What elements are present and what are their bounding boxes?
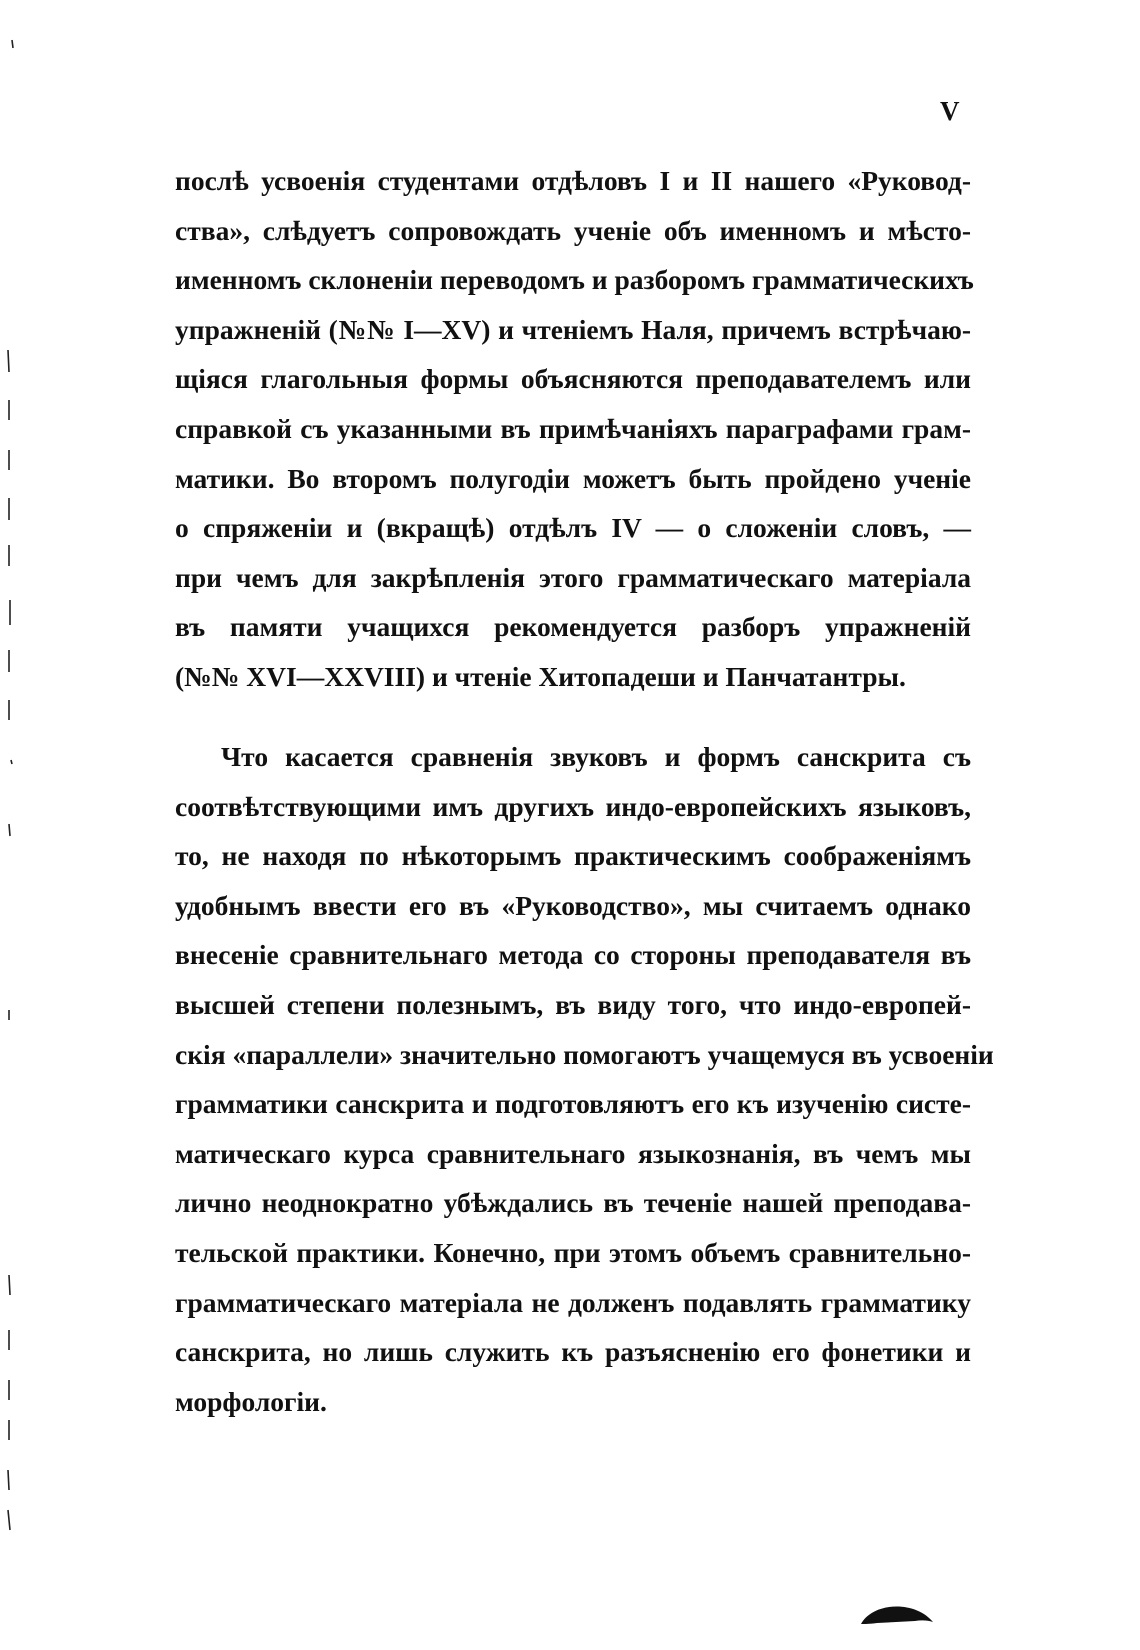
text-line: именномъ склоненіи переводомъ и разборомъ грамматическихъ	[175, 264, 974, 296]
paragraph-2	[175, 732, 994, 1426]
text-line: послѣ усвоенія студентами отдѣловъ I и II нашего «Руковод-	[175, 165, 971, 196]
text-line: Что касается сравненія звуковъ и формъ санскрита съ	[221, 741, 971, 772]
text-line: санскрита, но лишь служить къ разъясненію его фонетики и	[175, 1336, 971, 1368]
text-line: соотвѣтствующими имъ другихъ индо-европейскихъ языковъ,	[175, 790, 971, 822]
text-line: матическаго курса сравнительнаго языкознанія, въ чемъ мы	[175, 1137, 971, 1169]
text-line: ства», слѣдуетъ сопровождать ученіе объ именномъ и мѣсто-	[175, 214, 971, 246]
text-line: въ памяти учащихся рекомендуется разборъ упражненій	[175, 611, 971, 643]
paragraph-1	[175, 156, 974, 702]
text-line: тельской практики. Конечно, при этомъ объемъ сравнительно-	[175, 1236, 971, 1268]
text-line: справкой съ указанными въ примѣчаніяхъ параграфами грам-	[175, 412, 971, 444]
text-line: высшей степени полезнымъ, въ виду того, что индо-европей-	[175, 988, 971, 1020]
margin-scan-marks	[0, 0, 30, 1650]
text-line: морфологіи.	[175, 1385, 327, 1417]
text-line: скія «параллели» значительно помогаютъ учащемуся въ усвоеніи	[175, 1038, 994, 1070]
text-line: то, не находя по нѣкоторымъ практическимъ соображеніямъ	[175, 840, 971, 872]
page-number: V	[940, 96, 961, 126]
text-line: грамматики санскрита и подготовляютъ его къ изученію систе-	[175, 1088, 971, 1120]
ink-blot	[857, 1590, 935, 1650]
text-line: лично неоднократно убѣждались въ теченіе нашей преподава-	[175, 1187, 971, 1219]
text-line: при чемъ для закрѣпленія этого грамматическаго матеріала	[175, 561, 971, 593]
text-line: удобнымъ ввести его въ «Руководство», мы считаемъ однако	[175, 889, 971, 921]
text-line: упражненій (№№ I—XV) и чтеніемъ Наля, причемъ встрѣчаю-	[175, 313, 971, 345]
text-line: (№№ XVI—XXVIII) и чтеніе Хитопадеши и Панчатантры.	[175, 660, 906, 692]
text-line: о спряженіи и (вкращѣ) отдѣлъ IV — о сложеніи словъ, —	[175, 512, 971, 544]
text-line: щіяся глагольныя формы объясняются преподавателемъ или	[175, 363, 971, 395]
text-line: грамматическаго матеріала не долженъ подавлять грамматику	[175, 1286, 971, 1318]
text-line: матики. Во второмъ полугодіи можетъ быть пройдено ученіе	[175, 462, 971, 494]
text-line: внесеніе сравнительнаго метода со стороны преподавателя въ	[175, 939, 971, 971]
